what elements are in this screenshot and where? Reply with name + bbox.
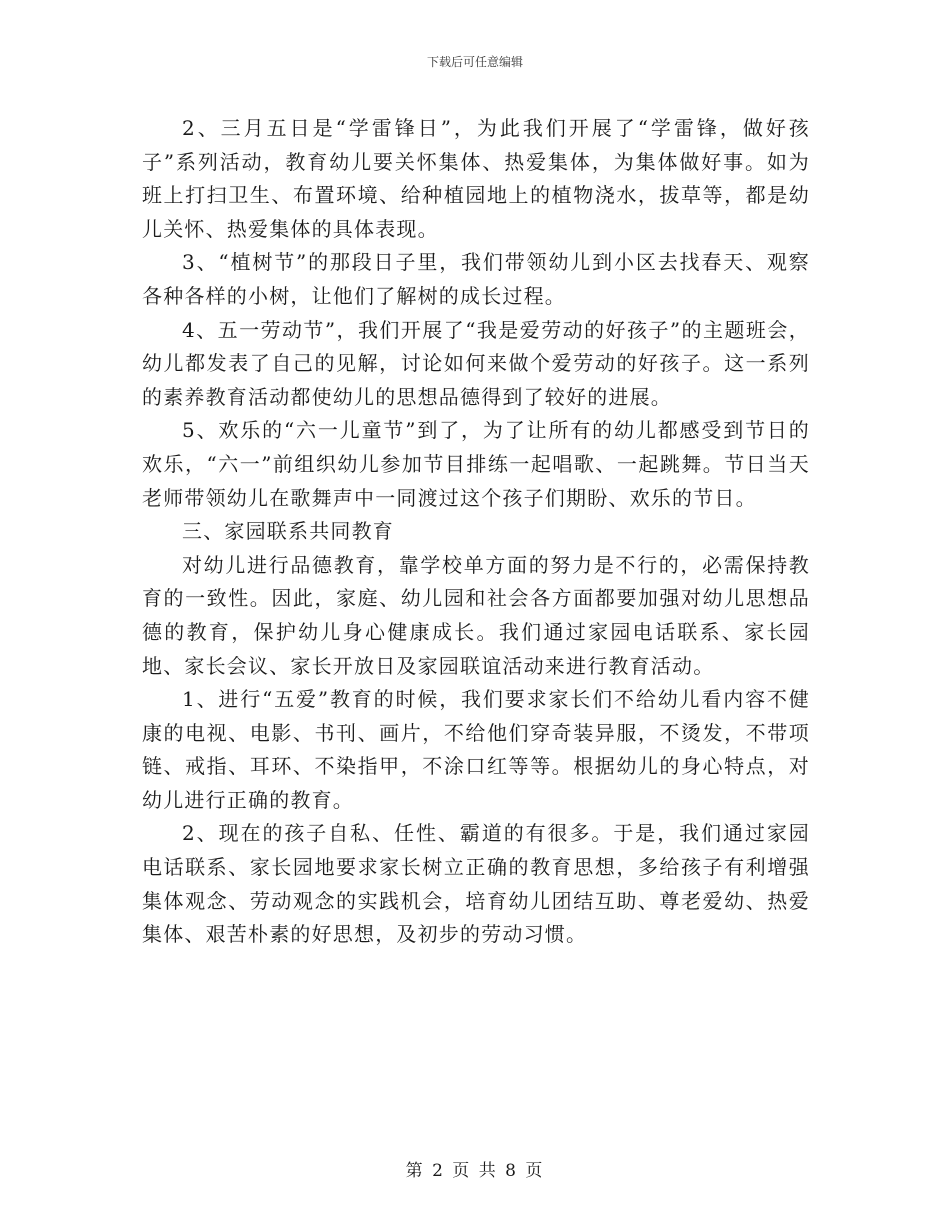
paragraph-item-5: 5、欢乐的“六一儿童节”到了，为了让所有的幼儿都感受到节日的欢乐，“六一”前组织幼儿参加节目排练一起唱歌、一起跳舞。节日当天老师带领幼儿在歌舞声中一同渡过这个孩子们期盼、欢乐的节日。 [142,418,810,510]
section-intro-paragraph: 对幼儿进行品德教育，靠学校单方面的努力是不行的，必需保持教育的一致性。因此，家庭、幼儿园和社会各方面都要加强对幼儿思想品德的教育，保护幼儿身心健康成长。我们通过家园电话联系、家长园地、家长会议、家长开放日及家园联谊活动来进行教育活动。 [142,552,810,678]
document-body [142,112,810,952]
page-header: 下载后可任意编辑 [426,55,523,69]
paragraph-item-3: 3、“植树节”的那段日子里，我们带领幼儿到小区去找春天、观察各种各样的小树，让他们了解树的成长过程。 [142,250,810,308]
section-heading: 三、家园联系共同教育 [182,519,394,544]
paragraph-item-2: 2、三月五日是“学雷锋日”，为此我们开展了“学雷锋，做好孩子”系列活动，教育幼儿要关怀集体、热爱集体，为集体做好事。如为班上打扫卫生、布置环境、给种植园地上的植物浇水，拔草等，都是幼儿关怀、热爱集体的具体表现。 [142,116,810,241]
paragraph-item-4: 4、五一劳动节”，我们开展了“我是爱劳动的好孩子”的主题班会，幼儿都发表了自己的见解，讨论如何来做个爱劳动的好孩子。这一系列的素养教育活动都使幼儿的思想品德得到了较好的进展。 [142,317,810,409]
page-number: 第 2 页 共 8 页 [405,1161,545,1181]
paragraph-item-1b: 1、进行“五爱”教育的时候，我们要求家长们不给幼儿看内容不健康的电视、电影、书刊、画片，不给他们穿奇装异服，不烫发，不带项链、戒指、耳环、不染指甲，不涂口红等等。根据幼儿的身心特点，对幼儿进行正确的教育。 [142,687,810,812]
paragraph-item-2b: 2、现在的孩子自私、任性、霸道的有很多。于是，我们通过家园电话联系、家长园地要求家长树立正确的教育思想，多给孩子有利增强集体观念、劳动观念的实践机会，培育幼儿团结互助、尊老爱幼、热爱集体、艰苦朴素的好思想，及初步的劳动习惯。 [142,821,810,947]
